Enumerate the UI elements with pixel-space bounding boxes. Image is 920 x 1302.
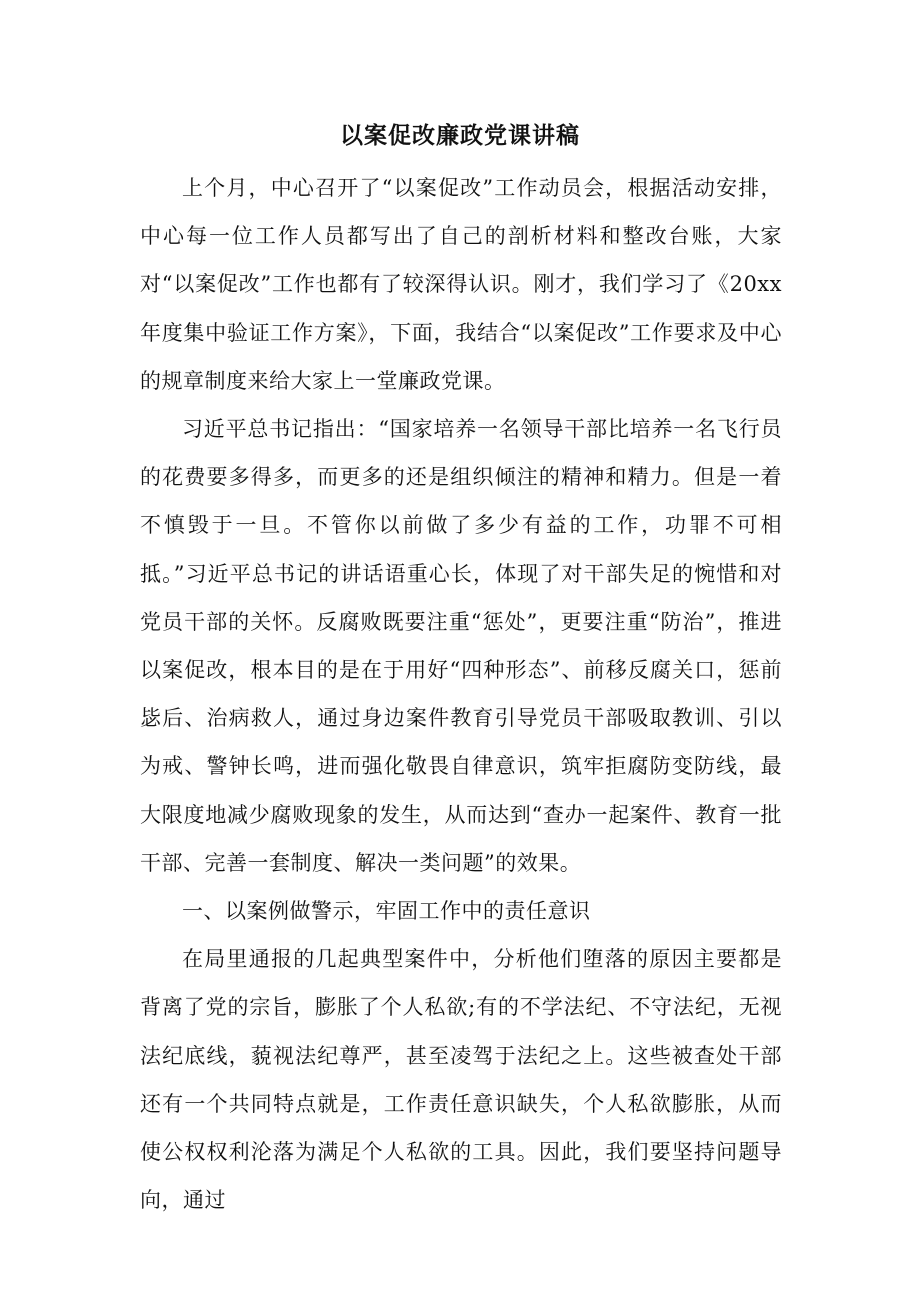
paragraph-1: 上个月，中心召开了“以案促改”工作动员会，根据活动安排，中心每一位工作人员都写出了自己的剖析材料和整改台账，大家对“以案促改”工作也都有了较深得认识。刚才，我们学习了《20xx年度集中验证工作方案》，下面，我结合“以案促改”工作要求及中心的规章制度来给大家上一堂廉政党课。 — [140, 176, 782, 393]
paragraph-2: 习近平总书记指出：“国家培养一名领导干部比培养一名飞行员的花费要多得多，而更多的还是组织倾注的精神和精力。但是一着不慎毁于一旦。不管你以前做了多少有益的工作，功罪不可相抵。”习近平总书记的讲话语重心长，体现了对干部失足的惋惜和对党员干部的关怀。反腐败既要注重“惩处”，更要注重“防治”，推进以案促改，根本目的是在于用好“四种形态”、前移反腐关口，惩前毖后、治病救人，通过身边案件教育引导党员干部吸取教训、引以为戒、警钟长鸣，进而强化敬畏自律意识，筑牢拒腐防变防线，最大限度地减少腐败现象的发生，从而达到“查办一起案件、教育一批干部、完善一套制度、解决一类问题”的效果。 — [140, 417, 782, 875]
section-heading-1: 一、以案例做警示，牢固工作中的责任意识 — [182, 899, 591, 924]
paragraph-3: 在局里通报的几起典型案件中，分析他们堕落的原因主要都是背离了党的宗旨，膨胀了个人私欲;有的不学法纪、不守法纪，无视法纪底线，藐视法纪尊严，甚至凌驾于法纪之上。这些被查处干部还有一个共同特点就是，工作责任意识缺失，个人私欲膨胀，从而使公权权利沦落为满足个人私欲的工具。因此，我们要坚持问题导向，通过 — [140, 947, 782, 1213]
document-title: 以案促改廉政党课讲稿 — [340, 122, 580, 149]
document-body — [140, 164, 782, 1224]
